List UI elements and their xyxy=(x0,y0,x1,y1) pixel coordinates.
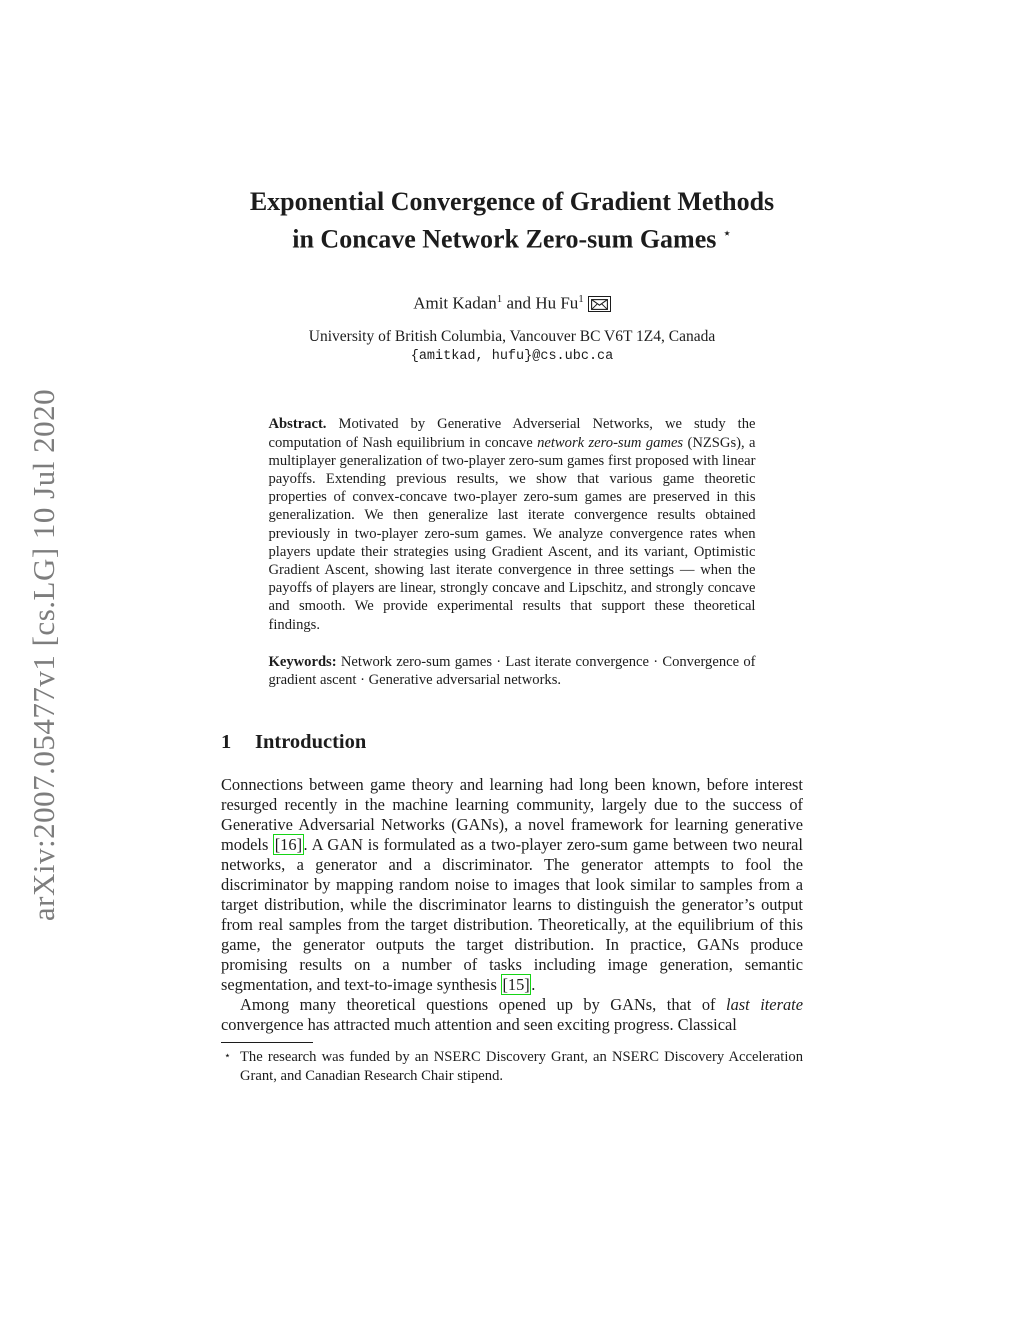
keywords-text: Network zero-sum games · Last iterate convergence · Convergence of gradient ascent · Generative adversarial networks. xyxy=(268,653,756,688)
paper-title-line1: Exponential Convergence of Gradient Methods xyxy=(249,187,775,216)
intro-p2-text-a: Among many theoretical questions opened up by GANs, that of xyxy=(240,995,727,1015)
introduction-body xyxy=(221,775,803,1035)
paper-title xyxy=(0,0,1024,256)
abstract-text-1: Motivated by Generative Adverserial Networks, we study the computation of Nash equilibrium in concave xyxy=(268,416,756,451)
envelope-icon xyxy=(591,299,608,310)
paper-title-line2: in Concave Network Zero-sum Games ⋆ xyxy=(292,224,732,254)
intro-paragraph-2 xyxy=(221,995,803,1035)
keywords-label: Keywords: xyxy=(268,653,337,670)
section-heading-introduction xyxy=(221,731,803,754)
author-affiliation-mark-1: 1 xyxy=(496,292,503,305)
author-name-1: Amit Kadan xyxy=(413,293,497,313)
intro-p2-text-b: convergence has attracted much attention and seen exciting progress. Classical xyxy=(221,1015,737,1035)
keywords-block xyxy=(269,653,756,689)
email-line: {amitkad, hufu}@cs.ubc.ca xyxy=(410,349,614,365)
intro-paragraph-1 xyxy=(221,775,803,995)
corresponding-author-email-icon[interactable] xyxy=(588,296,611,312)
footnote-divider xyxy=(221,1042,313,1043)
footnote-star-marker: ⋆ xyxy=(224,1050,231,1063)
intro-p1-text-b: . A GAN is formulated as a two-player zero-sum game between two neural networks, a generator and a discriminator. The generator attempts to fool the discriminator by mapping random noise to images that look similar to samples from a target distribution, while the discriminator learns to distinguish the generator’s output from real samples from the target distribution. Theoretically, at the equilibrium of this game, the generator outputs the target distribution. In practice, GANs produce promising results on a number of tasks including image generation, semantic segmentation, and text-to-image synthesis xyxy=(221,835,803,995)
arxiv-watermark: arXiv:2007.05477v1 [cs.LG] 10 Jul 2020 xyxy=(26,388,61,922)
affiliation-line: University of British Columbia, Vancouver BC V6T 1Z4, Canada xyxy=(308,328,716,346)
author-line xyxy=(0,293,1024,314)
intro-p2-italic-term: last iterate xyxy=(726,995,803,1015)
footnote-text xyxy=(221,1048,803,1086)
author-connector: and xyxy=(502,293,536,313)
citation-link-15[interactable]: [15] xyxy=(502,975,530,995)
section-number: 1 xyxy=(221,731,232,754)
intro-p1-text-c: . xyxy=(531,975,536,995)
section-title: Introduction xyxy=(255,731,367,754)
citation-link-16[interactable]: [16] xyxy=(274,835,303,855)
abstract-label: Abstract. xyxy=(268,416,327,433)
title-footnote-star: ⋆ xyxy=(722,226,732,242)
author-affiliation-mark-2: 1 xyxy=(578,292,584,305)
footnote-content: The research was funded by an NSERC Discovery Grant, an NSERC Discovery Acceleration Grant, and Canadian Research Chair stipend. xyxy=(240,1049,803,1085)
abstract-text-2: (NZSGs), a multiplayer generalization of two-player zero-sum games first proposed with linear payoffs. Extending previous results, we show that various game theoretic properties of convex-concave two-player zero-sum games are preserved in this generalization. We then generalize last iterate convergence results obtained previously in two-player zero-sum games. We analyze convergence rates when players update their strategies using Gradient Ascent, and its variant, Optimistic Gradient Ascent, showing last iterate convergence in three settings — when the payoffs of players are linear, strongly concave and Lipschitz, and strongly concave and smooth. We provide experimental results that support these theoretical findings. xyxy=(268,434,756,633)
abstract-italic-term: network zero-sum games xyxy=(537,434,684,451)
intro-p1-text-a: Connections between game theory and learning had long been known, before interest resurged recently in the machine learning community, largely due to the success of Generative Adversarial Networks (GANs), a novel framework for learning generative models xyxy=(221,775,803,855)
author-name-2: Hu Fu xyxy=(535,293,579,313)
footnote-block xyxy=(221,1042,803,1086)
abstract-block xyxy=(269,415,756,633)
